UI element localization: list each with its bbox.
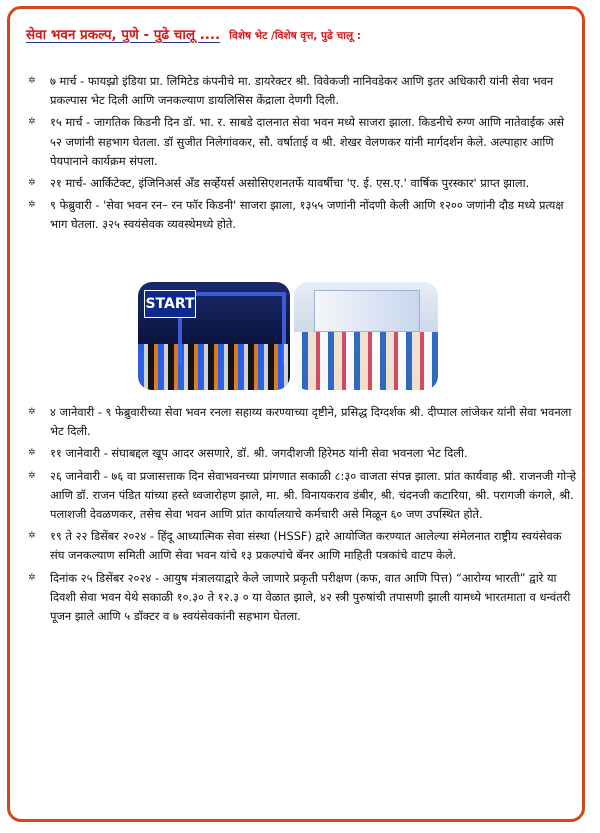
- group-on-stage: [294, 332, 438, 390]
- star-bullet-icon: ✲: [28, 572, 36, 583]
- list-item: ✲ २६ जानेवारी - ७६ वा प्रजासत्ताक दिन सेवाभवनच्या प्रांगणात सकाळी ८:३० वाजता संपन्न झाला. प्रांत कार्यवाह श्री. राजनजी गोऱ्हे आणि डॉ. राजन पंडित यांच्या हस्ते ध्वजारोहण झाले, मा. श्री. विनायकराव डंबीर, श्री. चंदनजी कटारिया, श्री. परागजी कंगले, श्री. पलाशजी देवळणकर, तसेच सेवा भवन आणि प्रांत कार्यालयाचे कर्मचारी असे मिळून ६० जण उपस्थित होते.: [28, 468, 577, 522]
- start-banner: START: [144, 290, 196, 318]
- list-item: ✲ ७ मार्च - फायझ्रो इंडिया प्रा. लिमिटेड कंपनीचे मा. डायरेक्टर श्री. विवेकजी नानिवडेकर आणि इतर अधिकारी यांनी सेवा भवन प्रकल्पास भेट दिली आणि जनकल्याण डायलिसिस केंद्राला देणगी दिली.: [28, 74, 554, 108]
- list-item: ✲ ९ फेब्रुवारी - 'सेवा भवन रन– रन फॉर किडनी' साजरा झाला, १३५५ जणांनी नोंदणी केली आणि १२०० जणांनी दौड मध्ये प्रत्यक्ष भाग घेतला. ३२५ स्वयंसेवक व्यवस्थेमध्ये होते.: [28, 198, 564, 232]
- list-item: ✲ १५ मार्च - जागतिक किडनी दिन डॉ. भा. र. साबडे दालनात सेवा भवन मध्ये साजरा झाला. किडनीचे रुग्ण आणि नातेवाईक असे ५२ जणांनी सहभाग घेतला. डॉ सुजीत निलेगांवकर, सौ. वर्षाताई व श्री. शेखर वेलणकर यांनी मार्गदर्शन केले. अल्पाहार आणि पेयपानाने कार्यक्रम संपला.: [28, 115, 565, 168]
- star-bullet-icon: ✲: [28, 531, 36, 542]
- page-header: [26, 24, 586, 43]
- news-list-bottom: [28, 403, 578, 629]
- stage-group-photo: [294, 282, 438, 390]
- list-item: ✲ १९ ते २२ डिसेंबर २०२४ - हिंदू आध्यात्मिक सेवा संस्था (HSSF) द्वारे आयोजित करण्यात आलेल्या संमेलनात राष्ट्रीय स्वयंसेवक संघ जनकल्याण समिती आणि सेवा भवन यांचे १३ प्रकल्पांचे बॅनर आणि माहिती पत्रकांचे वाटप केले.: [28, 529, 562, 563]
- runners-crowd: [138, 344, 290, 390]
- star-bullet-icon: ✲: [28, 117, 36, 128]
- list-item: ✲ ४ जानेवारी - ९ फेब्रुवारीच्या सेवा भवन रनला सहाय्य करण्याच्या दृष्टीने, प्रसिद्ध दिग्दर्शक श्री. दीप्पाल लांजेकर यांनी सेवा भवनला भेट दिली.: [28, 405, 572, 439]
- run-start-photo: [138, 282, 290, 390]
- list-item: ✲ २१ मार्च- आर्किटेक्ट, इंजिनिअर्स अँड सर्व्हेयर्स असोसिएशनतर्फे यावर्षीचा 'ए. ई. एस.ए.' वार्षिक पुरस्कार' प्राप्त झाला.: [28, 174, 578, 193]
- star-bullet-icon: ✲: [28, 76, 36, 86]
- star-bullet-icon: ✲: [28, 200, 36, 211]
- stage-backdrop: [314, 290, 420, 332]
- star-bullet-icon: ✲: [28, 178, 36, 189]
- page-title: सेवा भवन प्रकल्प, पुणे - पुढे चालू ....: [26, 27, 221, 43]
- list-item: ✲ ११ जानेवारी - संघाबद्दल खूप आदर असणारे, डॉ. श्री. जगदीशजी हिरेमठ यांनी सेवा भवनला भेट दिली.: [28, 444, 578, 463]
- news-list-top: [28, 72, 578, 238]
- list-item: ✲ दिनांक २५ डिसेंबर २०२४ - आयुष मंत्रालयाद्वारे केले जाणारे प्रकृती परीक्षण (कफ, वात आणि पित्त) “आरोग्य भारती” द्वारे या दिवशी सेवा भवन येथे सकाळी १०.३० ते १२.३ ० या वेळात झाले, ४२ स्त्री पुरुषांची तपासणी झाली यामध्ये भारतमाता व धन्वंतरी पूजन झाले आणि ५ डॉक्टर व ७ स्वयंसेवकांनी सहभाग घेतला.: [28, 570, 571, 624]
- star-bullet-icon: ✲: [28, 407, 36, 417]
- page-subtitle: विशेष भेट /विशेष वृत्त, पुढे चालू :: [229, 30, 361, 42]
- star-bullet-icon: ✲: [28, 470, 36, 481]
- star-bullet-icon: ✲: [28, 448, 36, 459]
